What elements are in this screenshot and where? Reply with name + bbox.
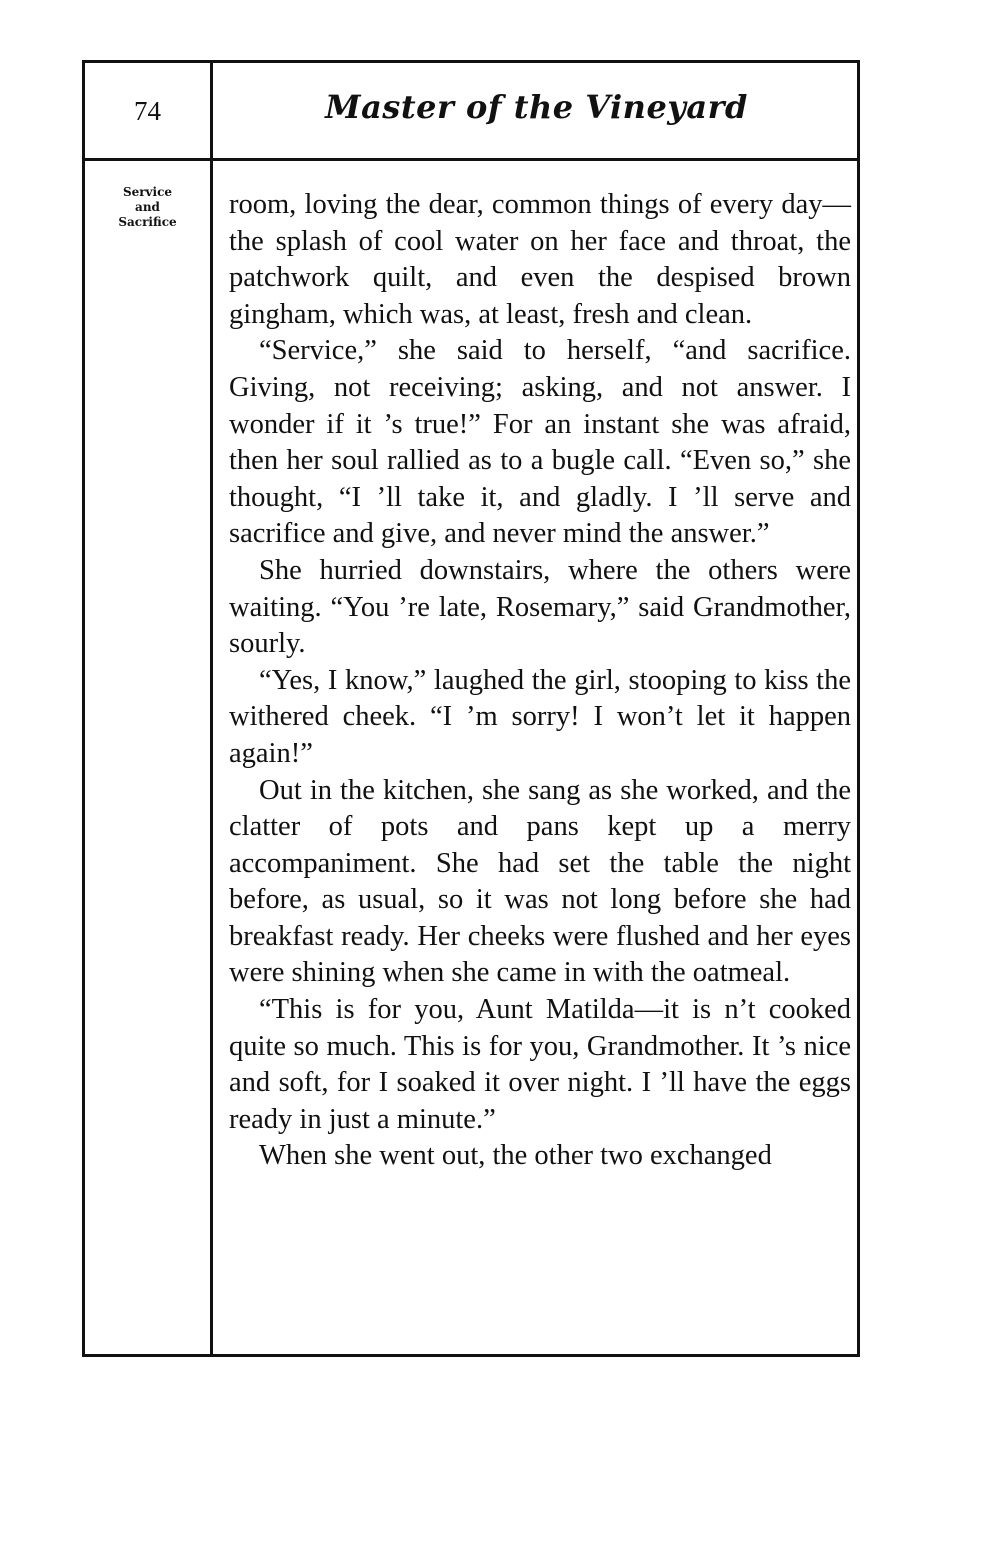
paragraph: “Yes, I know,” laughed the girl, stooping to kiss the withered cheek. “I ’m sorry! I won’t let it happen again!” [229,664,851,769]
running-title: Master of the Vineyard [325,88,748,126]
paragraph: “This is for you, Aunt Matilda—it is n’t cooked quite so much. This is for you, Grandmother. It ’s nice and soft, for I soaked it over night. I ’ll have the eggs ready in just a minute.” [229,994,851,1135]
paragraph: Out in the kitchen, she sang as she worked, and the clatter of pots and pans kept up a merry accompaniment. She had set the table the night before, as usual, so it was not long before she had breakfast ready. Her cheeks were flushed and her eyes were shining when she came in with the oatmeal. [229,774,851,989]
page-frame [82,60,860,1357]
paragraph: room, loving the dear, common things of every day—the splash of cool water on her face and throat, the patchwork quilt, and even the despised brown gingham, which was, at least, fresh and clean. [229,189,851,330]
margin-note [85,185,210,230]
margin-note-line: Sacrifice [118,215,177,229]
header-rule [85,158,857,161]
margin-note-line: and [135,200,160,214]
vertical-rule [210,63,213,1354]
body-text [229,187,851,1175]
paragraph: She hurried downstairs, where the others were waiting. “You ’re late, Rosemary,” said Grandmother, sourly. [229,554,851,660]
margin-note-line: Service [122,185,173,199]
paragraph: “Service,” she said to herself, “and sacrifice. Giving, not receiving; asking, and not answer. I wonder if it ’s true!” For an instant she was afraid, then her soul rallied as to a bugle call. “Even so,” she thought, “I ’ll take it, and gladly. I ’ll serve and sacrifice and give, and never mind the answer.” [229,335,851,550]
page-number: 74 [134,96,161,126]
paragraph: When she went out, the other two exchanged [259,1140,772,1172]
